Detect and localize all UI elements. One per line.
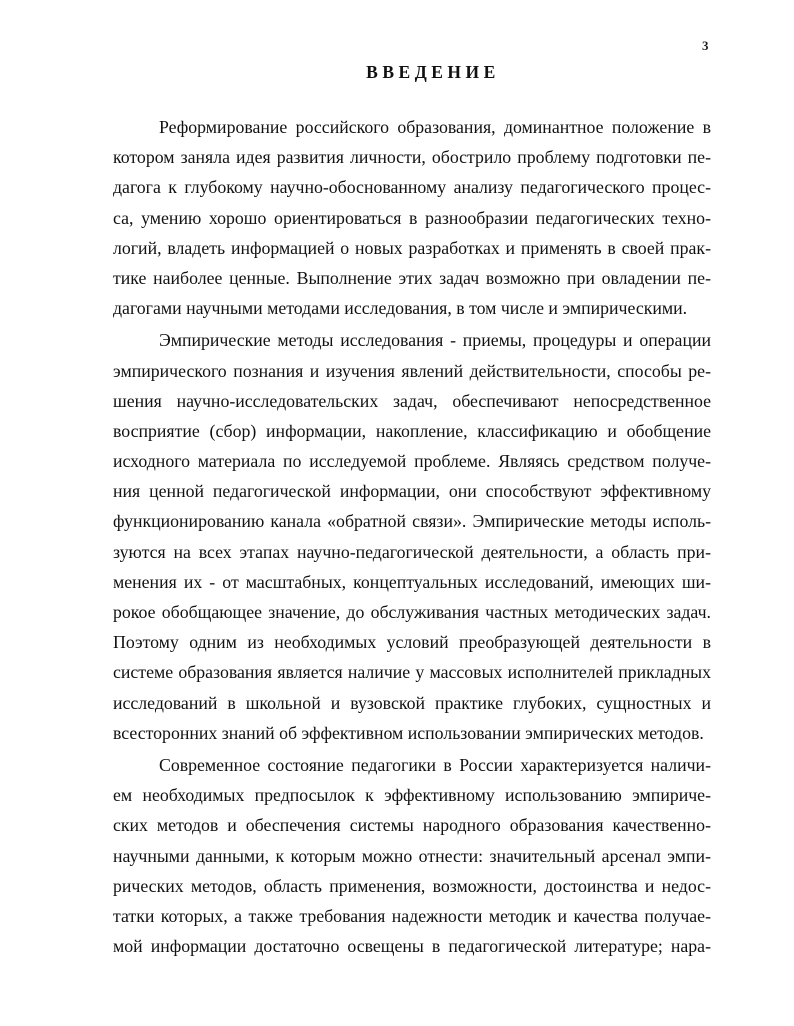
text-line: эмпирического познания и изучения явлений действительности, способы ре- [113,360,711,381]
text-line: менения их - от масштабных, концептуальных исследований, имеющих ши- [113,571,711,592]
text-line: шения научно-исследовательских задач, обеспечивают непосредственное [113,390,711,411]
paragraph-3 [113,750,711,961]
text-line: Современное состояние педагогики в России характеризуется наличи- [159,754,711,775]
text-line: ских методов и обеспечения системы народного образования качественно- [113,815,711,836]
text-line: рокое обобщающее значение, до обслуживания частных методических задач. [113,602,711,622]
text-line: рических методов, область применения, возможности, достоинства и недос- [113,875,711,896]
text-line: восприятие (сбор) информации, накопление, классификацию и обобщение [113,420,711,441]
text-line: ния ценной педагогической информации, они способствуют эффективному [113,481,711,502]
text-line: тике наиболее ценные. Выполнение этих задач возможно при овладении пе- [113,267,711,288]
section-heading: ВВЕДЕНИЕ [366,62,500,82]
paragraph-2 [113,325,711,748]
text-line: функционированию канала «обратной связи». Эмпирические методы исполь- [113,511,711,532]
text-line: котором заняла идея развития личности, обострило проблему подготовки пе- [113,147,711,168]
text-line: исследований в школьной и вузовской практике глубоких, сущностных и [113,692,711,713]
text-line: логий, владеть информацией о новых разработках и применять в своей прак- [113,237,711,258]
text-line: системе образования является наличие у массовых исполнителей прикладных [113,662,711,683]
text-line: научными данными, к которым можно отнести: значительный арсенал эмпи- [113,845,711,866]
body-text [113,112,711,961]
text-line: са, умению хорошо ориентироваться в разнообразии педагогических техно- [113,207,711,228]
text-line: Эмпирические методы исследования - приемы, процедуры и операции [159,330,711,351]
page-number: 3 [702,38,709,53]
text-line: Реформирование российского образования, доминантное положение в [159,117,711,137]
text-line: дагогами научными методами исследования, в том числе и эмпирическими. [113,298,688,319]
text-line: исходного материала по исследуемой проблеме. Являясь средством получе- [113,451,711,472]
text-line: дагога к глубокому научно-обоснованному анализу педагогического процес- [113,177,711,198]
text-line: всесторонних знаний об эффективном использовании эмпирических методов. [113,722,704,743]
text-line: ем необходимых предпосылок к эффективному использованию эмпириче- [113,785,711,806]
text-line: зуются на всех этапах научно-педагогической деятельности, а область при- [113,541,711,562]
text-line: мой информации достаточно освещены в педагогической литературе; нара- [113,936,711,957]
text-line: Поэтому одним из необходимых условий преобразующей деятельности в [113,632,711,653]
text-line: татки которых, а также требования надежности методик и качества получае- [113,905,711,926]
paragraph-1 [113,112,711,323]
